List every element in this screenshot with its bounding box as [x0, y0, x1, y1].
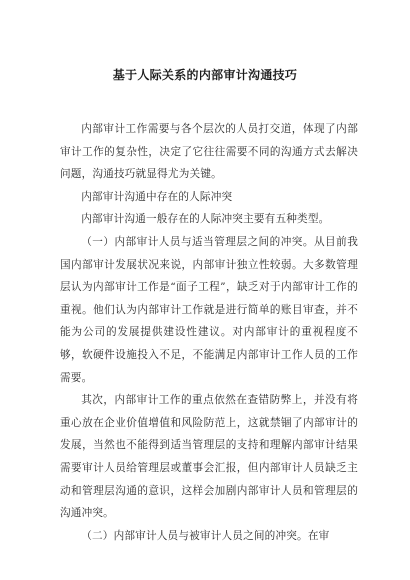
paragraph-intro: 内部审计工作需要与各个层次的人员打交道，体现了内部审计工作的复杂性，决定了它往往需要不同的沟通方式去解决问题，沟通技巧就显得尤为关键。 [60, 123, 358, 181]
paragraph-overview: 内部审计沟通一般存在的人际冲突主要有五种类型。 [81, 213, 330, 226]
document-body [60, 118, 358, 547]
paragraph-secondly: 其次，内部审计工作的重点依然在查错防弊上，并没有将重心放在企业价值增值和风险防范上，这就禁锢了内部审计的发展，当然也不能得到适当管理层的支持和理解内部审计结果需要审计人员给管理层或董事会汇报，但内部审计人员缺乏主动和管理层沟通的意识，这样会加剧内部审计人员和管理层的沟通冲突。 [60, 394, 358, 520]
document-title: 基于人际关系的内部审计沟通技巧 [112, 68, 298, 82]
paragraph-conflict-one: （一）内部审计人员与适当管理层之间的冲突。从目前我国内部审计发展状况来说，内部审计独立性较弱。大多数管理层认为内部审计工作是“面子工程”，缺乏对于内部审计工作的重视。他们认为内部审计工作就是进行简单的账目审查，并不能为公司的发展提供建设性建议。对内部审计的重视程度不够，软硬件设施投入不足，不能满足内部审计工作人员的工作需要。 [60, 235, 358, 384]
section-heading: 内部审计沟通中存在的人际冲突 [81, 190, 233, 203]
paragraph-conflict-two: （二）内部审计人员与被审计人员之间的冲突。在审 [81, 529, 330, 542]
